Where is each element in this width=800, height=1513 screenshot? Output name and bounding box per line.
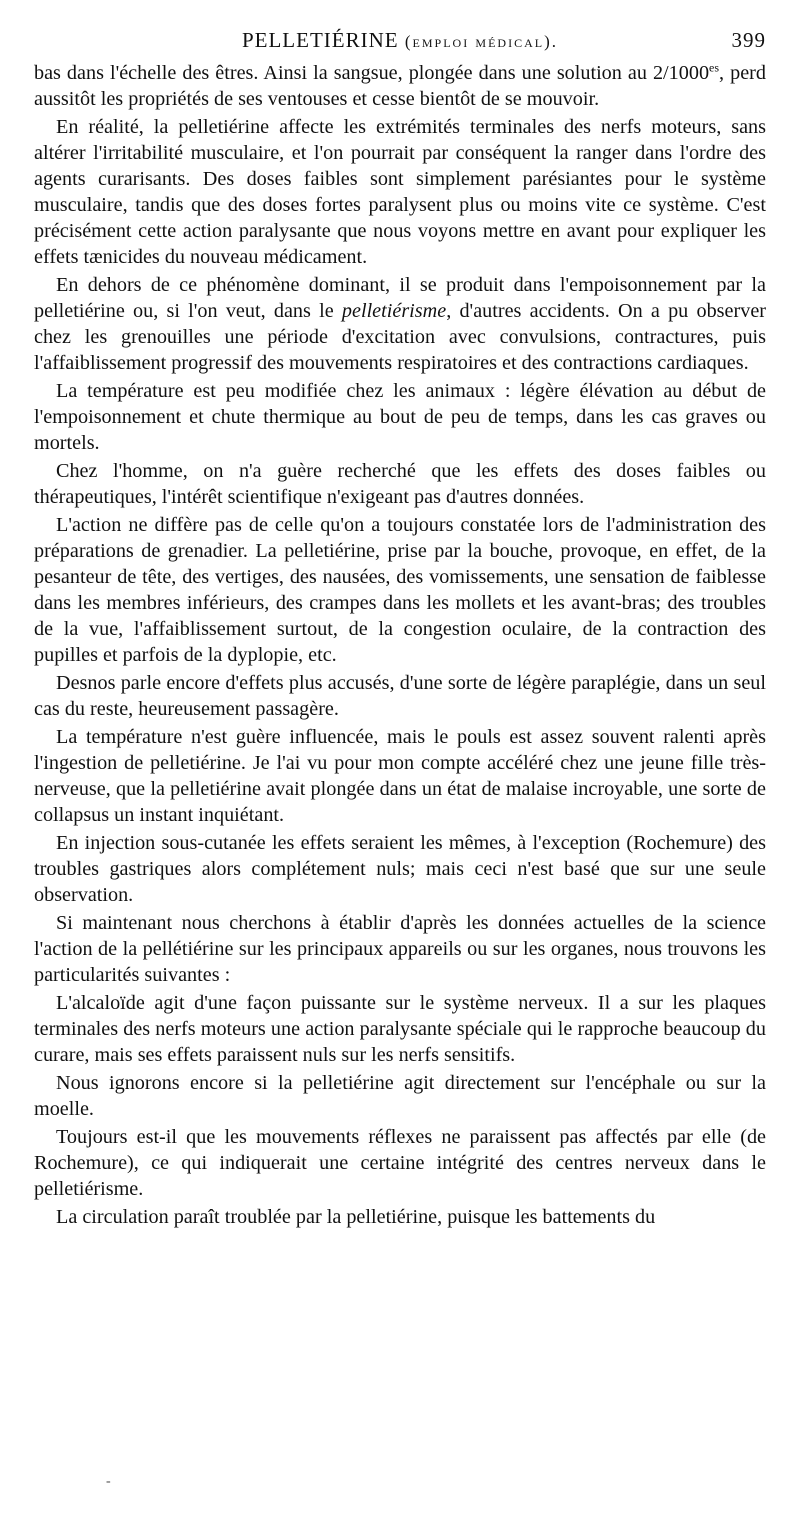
paragraph [34,990,766,1068]
paragraph-text: , perd aussitôt les propriétés de ses ventouses et cesse bientôt de se mouvoir. [34,62,766,110]
paragraph [34,512,766,668]
paragraph [34,724,766,828]
paragraph [34,1070,766,1122]
paragraph [34,910,766,988]
paragraph-text: Desnos parle encore d'effets plus accusés, d'une sorte de légère paraplégie, dans un seul cas du reste, heureusement passagère. [34,672,766,720]
paragraph-text: La température est peu modifiée chez les animaux : légère élévation au début de l'empoisonnement et chute thermique au bout de peu de temps, dans les cas graves ou mortels. [34,380,766,454]
page-number: 399 [731,28,766,52]
running-header [34,28,766,60]
running-title [34,28,766,53]
paragraph [34,1204,766,1230]
paragraph-text: Si maintenant nous cherchons à établir d'après les données actuelles de la science l'action de la pellétiérine sur les principaux appareils ou sur les organes, nous trouvons les particularités suivantes : [34,912,766,986]
paragraph-text: En dehors de ce phénomène dominant, il se produit dans l'empoisonnement par la pelletiérine ou, si l'on veut, dans le [34,274,766,322]
paragraph-text: La température n'est guère influencée, mais le pouls est assez souvent ralenti après l'ingestion de pelletiérine. Je l'ai vu pour mon compte accéléré chez une jeune fille très-nerveuse, que la pelletiérine avait plongée dans un état de malaise incroyable, une sorte de collapsus un instant inquiétant. [34,726,766,826]
superscript-text: es [709,60,720,75]
running-title-sub: (emploi médical). [404,32,559,51]
paragraph-text: Chez l'homme, on n'a guère recherché que les effets des doses faibles ou thérapeutiques, l'intérêt scientifique n'exigeant pas d'autres données. [34,460,766,508]
paragraph [34,378,766,456]
paragraph [34,670,766,722]
paragraph [34,114,766,270]
paragraph-text: Toujours est-il que les mouvements réflexes ne paraissent pas affectés par elle (de Rochemure), ce qui indiquerait une certaine intégrité des centres nerveux dans le pelletiérisme. [34,1126,766,1200]
paragraph-text: En injection sous-cutanée les effets seraient les mêmes, à l'exception (Rochemure) des troubles gastriques alors complétement nuls; mais ceci n'est basé que sur une seule observation. [34,832,766,906]
paragraph [34,458,766,510]
paragraph-text: bas dans l'échelle des êtres. Ainsi la sangsue, plongée dans une solution au 2/1000 [34,62,710,84]
paragraph-text: L'alcaloïde agit d'une façon puissante sur le système nerveux. Il a sur les plaques terminales des nerfs moteurs une action paralysante spéciale qui le rapproche beaucoup du curare, mais ses effets paraissent nuls sur les nerfs sensitifs. [34,992,766,1066]
body-text [34,60,766,1230]
running-title-main: PELLETIÉRINE [241,28,399,52]
paragraph [34,272,766,376]
paragraph [34,60,766,112]
paragraph-text: L'action ne diffère pas de celle qu'on a toujours constatée lors de l'administration des préparations de grenadier. La pelletiérine, prise par la bouche, provoque, en effet, de la pesanteur de tête, des vertiges, des nausées, des vomissements, une sensation de faiblesse dans les membres inférieurs, des crampes dans les mollets et les avant-bras; des troubles de la vue, l'affaiblissement surtout, de la congestion oculaire, de la contraction des pupilles et parfois de la dyplopie, etc. [34,514,766,666]
footer-mark: - [106,1474,111,1489]
paragraph [34,830,766,908]
paragraph-text: Nous ignorons encore si la pelletiérine agit directement sur l'encéphale ou sur la moelle. [34,1072,766,1120]
paragraph [34,1124,766,1202]
paragraph-text: , d'autres accidents. On a pu observer chez les grenouilles une période d'excitation avec convulsions, contractures, puis l'affaiblissement progressif des mouvements respiratoires et des contractions cardiaques. [34,300,767,374]
paragraph-text: En réalité, la pelletiérine affecte les extrémités terminales des nerfs moteurs, sans altérer l'irritabilité musculaire, et l'on pourrait par conséquent la ranger dans l'ordre des agents curarisants. Des doses faibles sont simplement parésiantes pour le système musculaire, tandis que des doses fortes paralysent plus ou moins vite ce système. C'est précisément cette action paralysante que nous voyons mettre en avant pour expliquer les effets tænicides du nouveau médicament. [34,116,766,268]
paragraph-text: La circulation paraît troublée par la pelletiérine, puisque les battements du [56,1206,656,1228]
italic-term: pelletiérisme [341,300,447,322]
